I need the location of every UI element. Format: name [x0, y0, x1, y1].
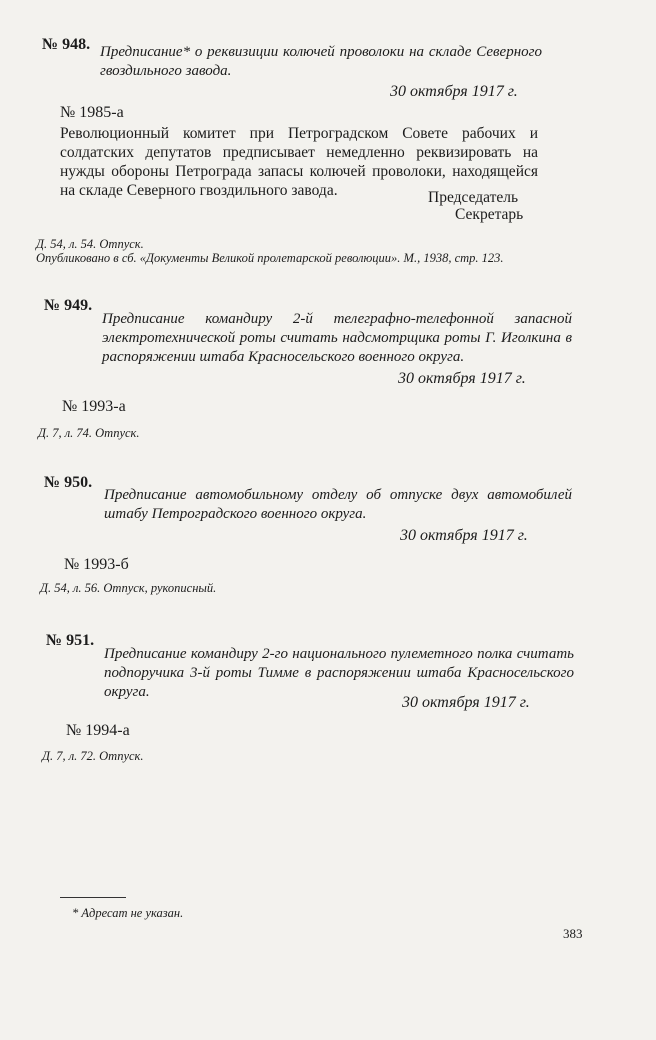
doc-951-number: № 951. — [46, 632, 95, 649]
page-number: 383 — [563, 926, 583, 941]
doc-949-number: № 949. — [44, 297, 93, 314]
doc-950-number: № 950. — [44, 474, 93, 491]
doc-948-doc-number: № 1985-а — [60, 104, 124, 121]
doc-951-doc-number: № 1994-а — [66, 722, 130, 739]
doc-948-body: Революционный комитет при Петроградском Совете рабочих и солдатских депутатов предписывает немедленно реквизировать на нужды обороны Петрограда запасы колючей проволоки, находящейся на складе Северного гвоздильного завода. — [60, 125, 538, 199]
doc-950-title: Предписание автомобильному отделу об отпуске двух автомобилей штабу Петроградского военного округа. — [104, 487, 572, 522]
doc-950-doc-number: № 1993-б — [64, 556, 129, 573]
doc-948-title: Предписание* о реквизиции колючей проволоки на складе Северного гвоздильного завода. — [100, 44, 542, 79]
doc-949-date: 30 октября 1917 г. — [398, 370, 526, 387]
doc-948-signature-secretary: Секретарь — [455, 206, 524, 223]
footnote-divider — [60, 897, 126, 898]
doc-948-signature-chairman: Председатель — [428, 189, 519, 206]
doc-948-source-1: Д. 54, л. 54. Отпуск. — [36, 237, 144, 251]
doc-951-title: Предписание командиру 2-го национального пулеметного полка считать подпоручика 3-й роты Тимме в распоряжении штаба Красносельского округа. — [104, 646, 574, 700]
doc-951-source: Д. 7, л. 72. Отпуск. — [42, 749, 144, 763]
doc-949-source: Д. 7, л. 74. Отпуск. — [38, 426, 140, 440]
doc-950-date: 30 октября 1917 г. — [400, 527, 528, 544]
doc-949-doc-number: № 1993-а — [62, 398, 126, 415]
doc-948-number: № 948. — [42, 36, 91, 53]
doc-948-date: 30 октября 1917 г. — [390, 83, 518, 100]
doc-948-source-2: Опубликовано в сб. «Документы Великой пролетарской революции». М., 1938, стр. 123. — [36, 251, 504, 265]
doc-950-source: Д. 54, л. 56. Отпуск, рукописный. — [40, 581, 217, 595]
doc-951-date: 30 октября 1917 г. — [402, 694, 530, 711]
footnote: * Адресат не указан. — [72, 906, 184, 920]
doc-949-title: Предписание командиру 2-й телеграфно-телефонной запасной электротехнической роты считать надсмотрщика роты Г. Иголкина в распоряжении штаба Красносельского военного округа. — [102, 311, 572, 365]
